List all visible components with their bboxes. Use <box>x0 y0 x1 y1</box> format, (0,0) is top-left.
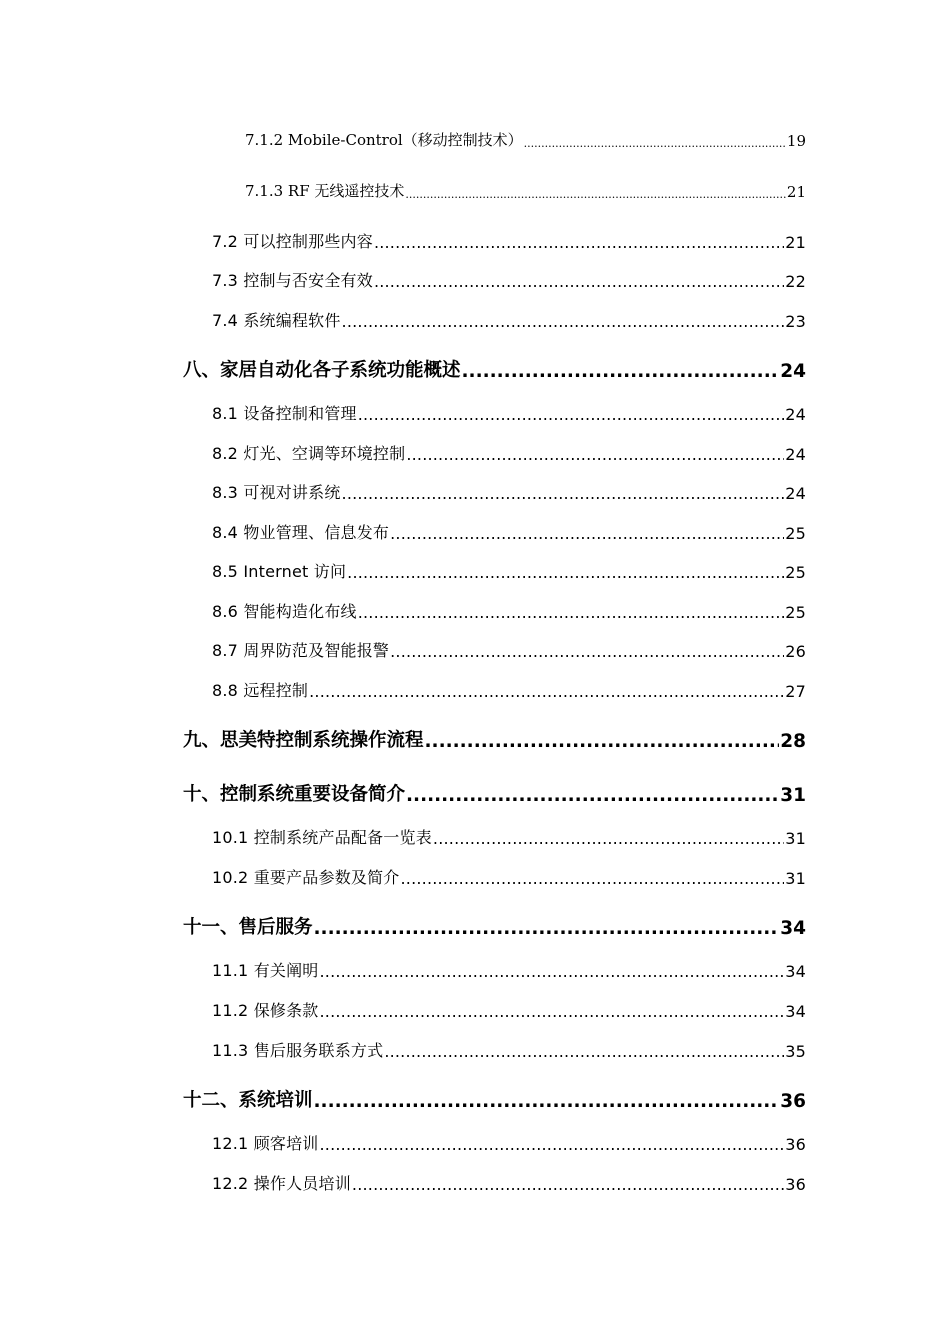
toc-page-number: 21 <box>785 233 806 252</box>
toc-entry-title: 8.6 智能构造化布线 <box>212 602 357 621</box>
toc-entry-11-1[interactable] <box>212 955 806 981</box>
toc-dot-leader <box>358 603 785 622</box>
toc-page-number: 24 <box>785 405 806 424</box>
toc-entry-8-3[interactable] <box>212 477 806 503</box>
toc-entry-title: 11.3 售后服务联系方式 <box>212 1041 384 1060</box>
toc-entry-title: 12.2 操作人员培训 <box>212 1174 351 1193</box>
toc-dot-leader <box>524 137 786 150</box>
toc-entry-title: 7.2 可以控制那些内容 <box>212 232 373 251</box>
toc-page-number: 25 <box>785 524 806 543</box>
toc-entry-title: 8.7 周界防范及智能报警 <box>212 641 390 660</box>
toc-page-number: 35 <box>785 1042 806 1061</box>
toc-page-number: 31 <box>785 829 806 848</box>
toc-entry-8[interactable] <box>183 356 806 382</box>
toc-dot-leader <box>374 233 784 252</box>
toc-entry-title: 8.8 远程控制 <box>212 681 309 700</box>
toc-page-number: 31 <box>780 785 806 806</box>
toc-entry-title: 8.5 Internet 访问 <box>212 562 347 581</box>
toc-entry-title: 11.2 保修条款 <box>212 1001 319 1020</box>
toc-dot-leader <box>374 272 784 291</box>
toc-entry-8-8[interactable] <box>212 675 806 701</box>
toc-page-number: 28 <box>780 731 806 752</box>
toc-dot-leader <box>433 829 784 848</box>
toc-entry-title: 12.1 顾客培训 <box>212 1134 319 1153</box>
toc-page-number: 21 <box>786 183 806 201</box>
toc-entry-7-1-3[interactable] <box>245 175 806 201</box>
toc-entry-9[interactable] <box>183 726 806 752</box>
toc-page-number: 36 <box>785 1135 806 1154</box>
toc-dot-leader <box>384 1042 784 1061</box>
toc-dot-leader <box>405 188 786 201</box>
toc-entry-title: 十、控制系统重要设备简介 <box>183 784 406 805</box>
toc-entry-7-4[interactable] <box>212 305 806 331</box>
toc-entry-11[interactable] <box>183 913 806 939</box>
toc-page-number: 34 <box>785 1002 806 1021</box>
toc-entry-title: 八、家居自动化各子系统功能概述 <box>183 360 461 381</box>
toc-entry-10-1[interactable] <box>212 822 806 848</box>
toc-dot-leader <box>314 1091 780 1112</box>
toc-entry-title: 10.2 重要产品参数及简介 <box>212 868 400 887</box>
toc-entry-10-2[interactable] <box>212 862 806 888</box>
toc-page-number: 26 <box>785 642 806 661</box>
toc-entry-7-1-2[interactable] <box>245 124 806 150</box>
toc-entry-11-2[interactable] <box>212 995 806 1021</box>
toc-dot-leader <box>309 682 784 701</box>
toc-entry-title: 7.1.3 RF 无线遥控技术 <box>245 182 405 200</box>
toc-entry-title: 8.4 物业管理、信息发布 <box>212 523 390 542</box>
toc-entry-title: 8.1 设备控制和管理 <box>212 404 357 423</box>
toc-dot-leader <box>320 962 785 981</box>
toc-dot-leader <box>390 642 784 661</box>
toc-dot-leader <box>462 361 780 382</box>
toc-entry-title: 7.1.2 Mobile-Control（移动控制技术） <box>245 131 523 149</box>
toc-dot-leader <box>352 1175 784 1194</box>
toc-page-number: 31 <box>785 869 806 888</box>
toc-dot-leader <box>406 445 784 464</box>
toc-page-number: 23 <box>785 312 806 331</box>
toc-page-number: 24 <box>785 445 806 464</box>
toc-page-number: 34 <box>785 962 806 981</box>
toc-entry-title: 8.2 灯光、空调等环境控制 <box>212 444 406 463</box>
toc-page-number: 36 <box>780 1091 806 1112</box>
toc-entry-10[interactable] <box>183 780 806 806</box>
toc-entry-8-1[interactable] <box>212 398 806 424</box>
toc-entry-title: 7.3 控制与否安全有效 <box>212 271 373 290</box>
toc-entry-title: 十一、售后服务 <box>183 917 313 938</box>
toc-dot-leader <box>320 1135 785 1154</box>
toc-entry-title: 7.4 系统编程软件 <box>212 311 341 330</box>
toc-page-number: 36 <box>785 1175 806 1194</box>
toc-entry-8-5[interactable] <box>212 556 806 582</box>
toc-page-number: 24 <box>780 361 806 382</box>
toc-dot-leader <box>342 312 785 331</box>
toc-entry-12[interactable] <box>183 1086 806 1112</box>
toc-dot-leader <box>347 563 784 582</box>
toc-entry-title: 九、思美特控制系统操作流程 <box>183 730 424 751</box>
toc-entry-7-2[interactable] <box>212 226 806 252</box>
toc-dot-leader <box>320 1002 785 1021</box>
toc-entry-8-6[interactable] <box>212 596 806 622</box>
toc-entry-7-3[interactable] <box>212 265 806 291</box>
toc-entry-12-1[interactable] <box>212 1128 806 1154</box>
toc-entry-8-7[interactable] <box>212 635 806 661</box>
toc-page-number: 25 <box>785 603 806 622</box>
toc-entry-title: 8.3 可视对讲系统 <box>212 483 341 502</box>
toc-dot-leader <box>342 484 785 503</box>
toc-page-number: 34 <box>780 918 806 939</box>
toc-page-number: 22 <box>785 272 806 291</box>
toc-page-number: 19 <box>786 132 806 150</box>
toc-dot-leader <box>406 785 779 806</box>
toc-dot-leader <box>314 918 780 939</box>
toc-page-number: 25 <box>785 563 806 582</box>
toc-entry-title: 十二、系统培训 <box>183 1090 313 1111</box>
toc-dot-leader <box>425 731 780 752</box>
toc-page-number: 27 <box>785 682 806 701</box>
toc-entry-title: 11.1 有关阐明 <box>212 961 319 980</box>
toc-entry-11-3[interactable] <box>212 1035 806 1061</box>
toc-entry-8-2[interactable] <box>212 438 806 464</box>
toc-entry-8-4[interactable] <box>212 517 806 543</box>
toc-page-number: 24 <box>785 484 806 503</box>
toc-dot-leader <box>358 405 785 424</box>
toc-dot-leader <box>401 869 785 888</box>
toc-entry-12-2[interactable] <box>212 1168 806 1194</box>
toc-dot-leader <box>390 524 784 543</box>
toc-entry-title: 10.1 控制系统产品配备一览表 <box>212 828 432 847</box>
